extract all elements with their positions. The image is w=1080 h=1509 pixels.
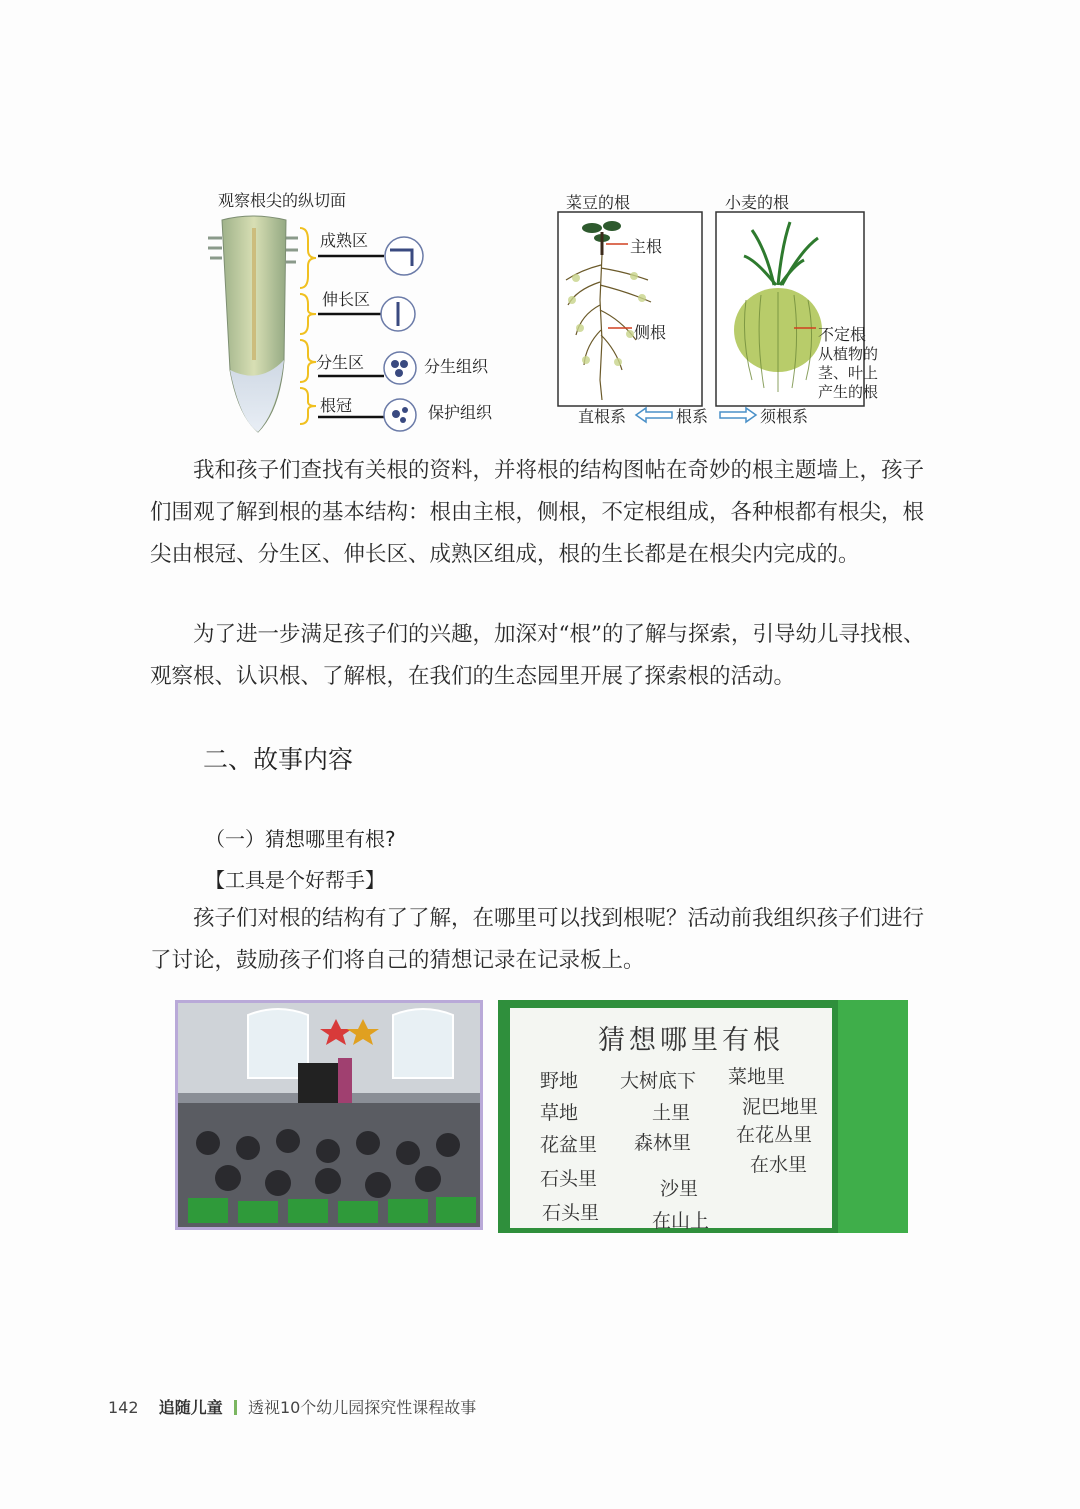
label-protective-tissue: 保护组织	[428, 403, 493, 422]
board-item: 大树底下	[620, 1070, 697, 1092]
page-number: 142	[108, 1398, 139, 1417]
board-item: 花盆里	[540, 1134, 598, 1156]
label-taproot-system: 直根系	[578, 407, 627, 426]
page-footer	[108, 1395, 476, 1418]
footer-divider	[234, 1400, 237, 1415]
section-heading: 二、故事内容	[203, 745, 354, 774]
bracket-heading: 【工具是个好帮手】	[205, 868, 385, 892]
board-item: 土里	[652, 1102, 691, 1124]
board-item: 石头里	[540, 1168, 598, 1190]
arrow-left-icon	[634, 406, 674, 424]
board-item: 在水里	[750, 1154, 808, 1176]
record-board	[510, 1008, 832, 1232]
label-meristem-zone: 分生区	[316, 353, 365, 372]
subheading-guess: （一）猜想哪里有根?	[205, 827, 396, 851]
board-item: 在花丛里	[736, 1124, 813, 1146]
label-adventitious-desc-1: 从植物的	[818, 345, 879, 363]
book-title: 追随儿童	[158, 1398, 223, 1417]
label-adventitious-desc-3: 产生的根	[818, 383, 879, 401]
label-fibrous-root-system: 须根系	[760, 407, 809, 426]
label-root-cap: 根冠	[320, 396, 353, 415]
arrow-right-icon	[718, 406, 758, 424]
paragraph-root-structure: 我和孩子们查找有关根的资料，并将根的结构图帖在奇妙的根主题墙上，孩子们围观了解到根的基本结构：根由主根，侧根，不定根组成，各种根都有根尖，根尖由根冠、分生区、伸长区、成熟区组成，根的生长都是在根尖内完成的。	[150, 458, 925, 567]
green-wall	[838, 1000, 908, 1233]
label-root-system: 根系	[676, 407, 709, 426]
board-item: 森林里	[634, 1132, 692, 1154]
guess-record-board-photo	[498, 1000, 908, 1233]
label-adventitious-root: 不定根	[818, 325, 867, 344]
board-item: 野地	[540, 1070, 579, 1092]
label-elongation-zone: 伸长区	[322, 290, 371, 309]
panel-wheat-title: 小麦的根	[725, 193, 790, 212]
panel-bean-title: 菜豆的根	[566, 193, 631, 212]
board-title: 猜想哪里有根	[598, 1025, 784, 1056]
classroom-scene	[178, 1003, 480, 1227]
book-subtitle: 透视10个幼儿园探究性课程故事	[247, 1398, 477, 1417]
board-item: 草地	[540, 1102, 579, 1124]
figure-left-title: 观察根尖的纵切面	[218, 191, 347, 210]
label-meristematic-tissue: 分生组织	[424, 357, 489, 376]
board-item: 石头里	[542, 1202, 600, 1224]
label-main-root: 主根	[630, 237, 663, 256]
board-item: 沙里	[660, 1178, 699, 1200]
label-maturation-zone: 成熟区	[320, 231, 369, 250]
label-adventitious-desc-2: 茎、叶上	[818, 364, 879, 382]
paragraph-discussion: 孩子们对根的结构有了了解，在哪里可以找到根呢？活动前我组织孩子们进行了讨论，鼓励孩子们将自己的猜想记录在记录板上。	[150, 906, 925, 973]
classroom-photo	[175, 1000, 483, 1230]
board-item: 在山上	[652, 1210, 710, 1232]
board-item: 泥巴地里	[742, 1096, 819, 1118]
label-lateral-root: 侧根	[634, 323, 667, 342]
board-item: 菜地里	[728, 1066, 786, 1088]
paragraph-explore-activity: 为了进一步满足孩子们的兴趣，加深对“根”的了解与探索，引导幼儿寻找根、观察根、认识根、了解根，在我们的生态园里开展了探索根的活动。	[150, 622, 925, 689]
